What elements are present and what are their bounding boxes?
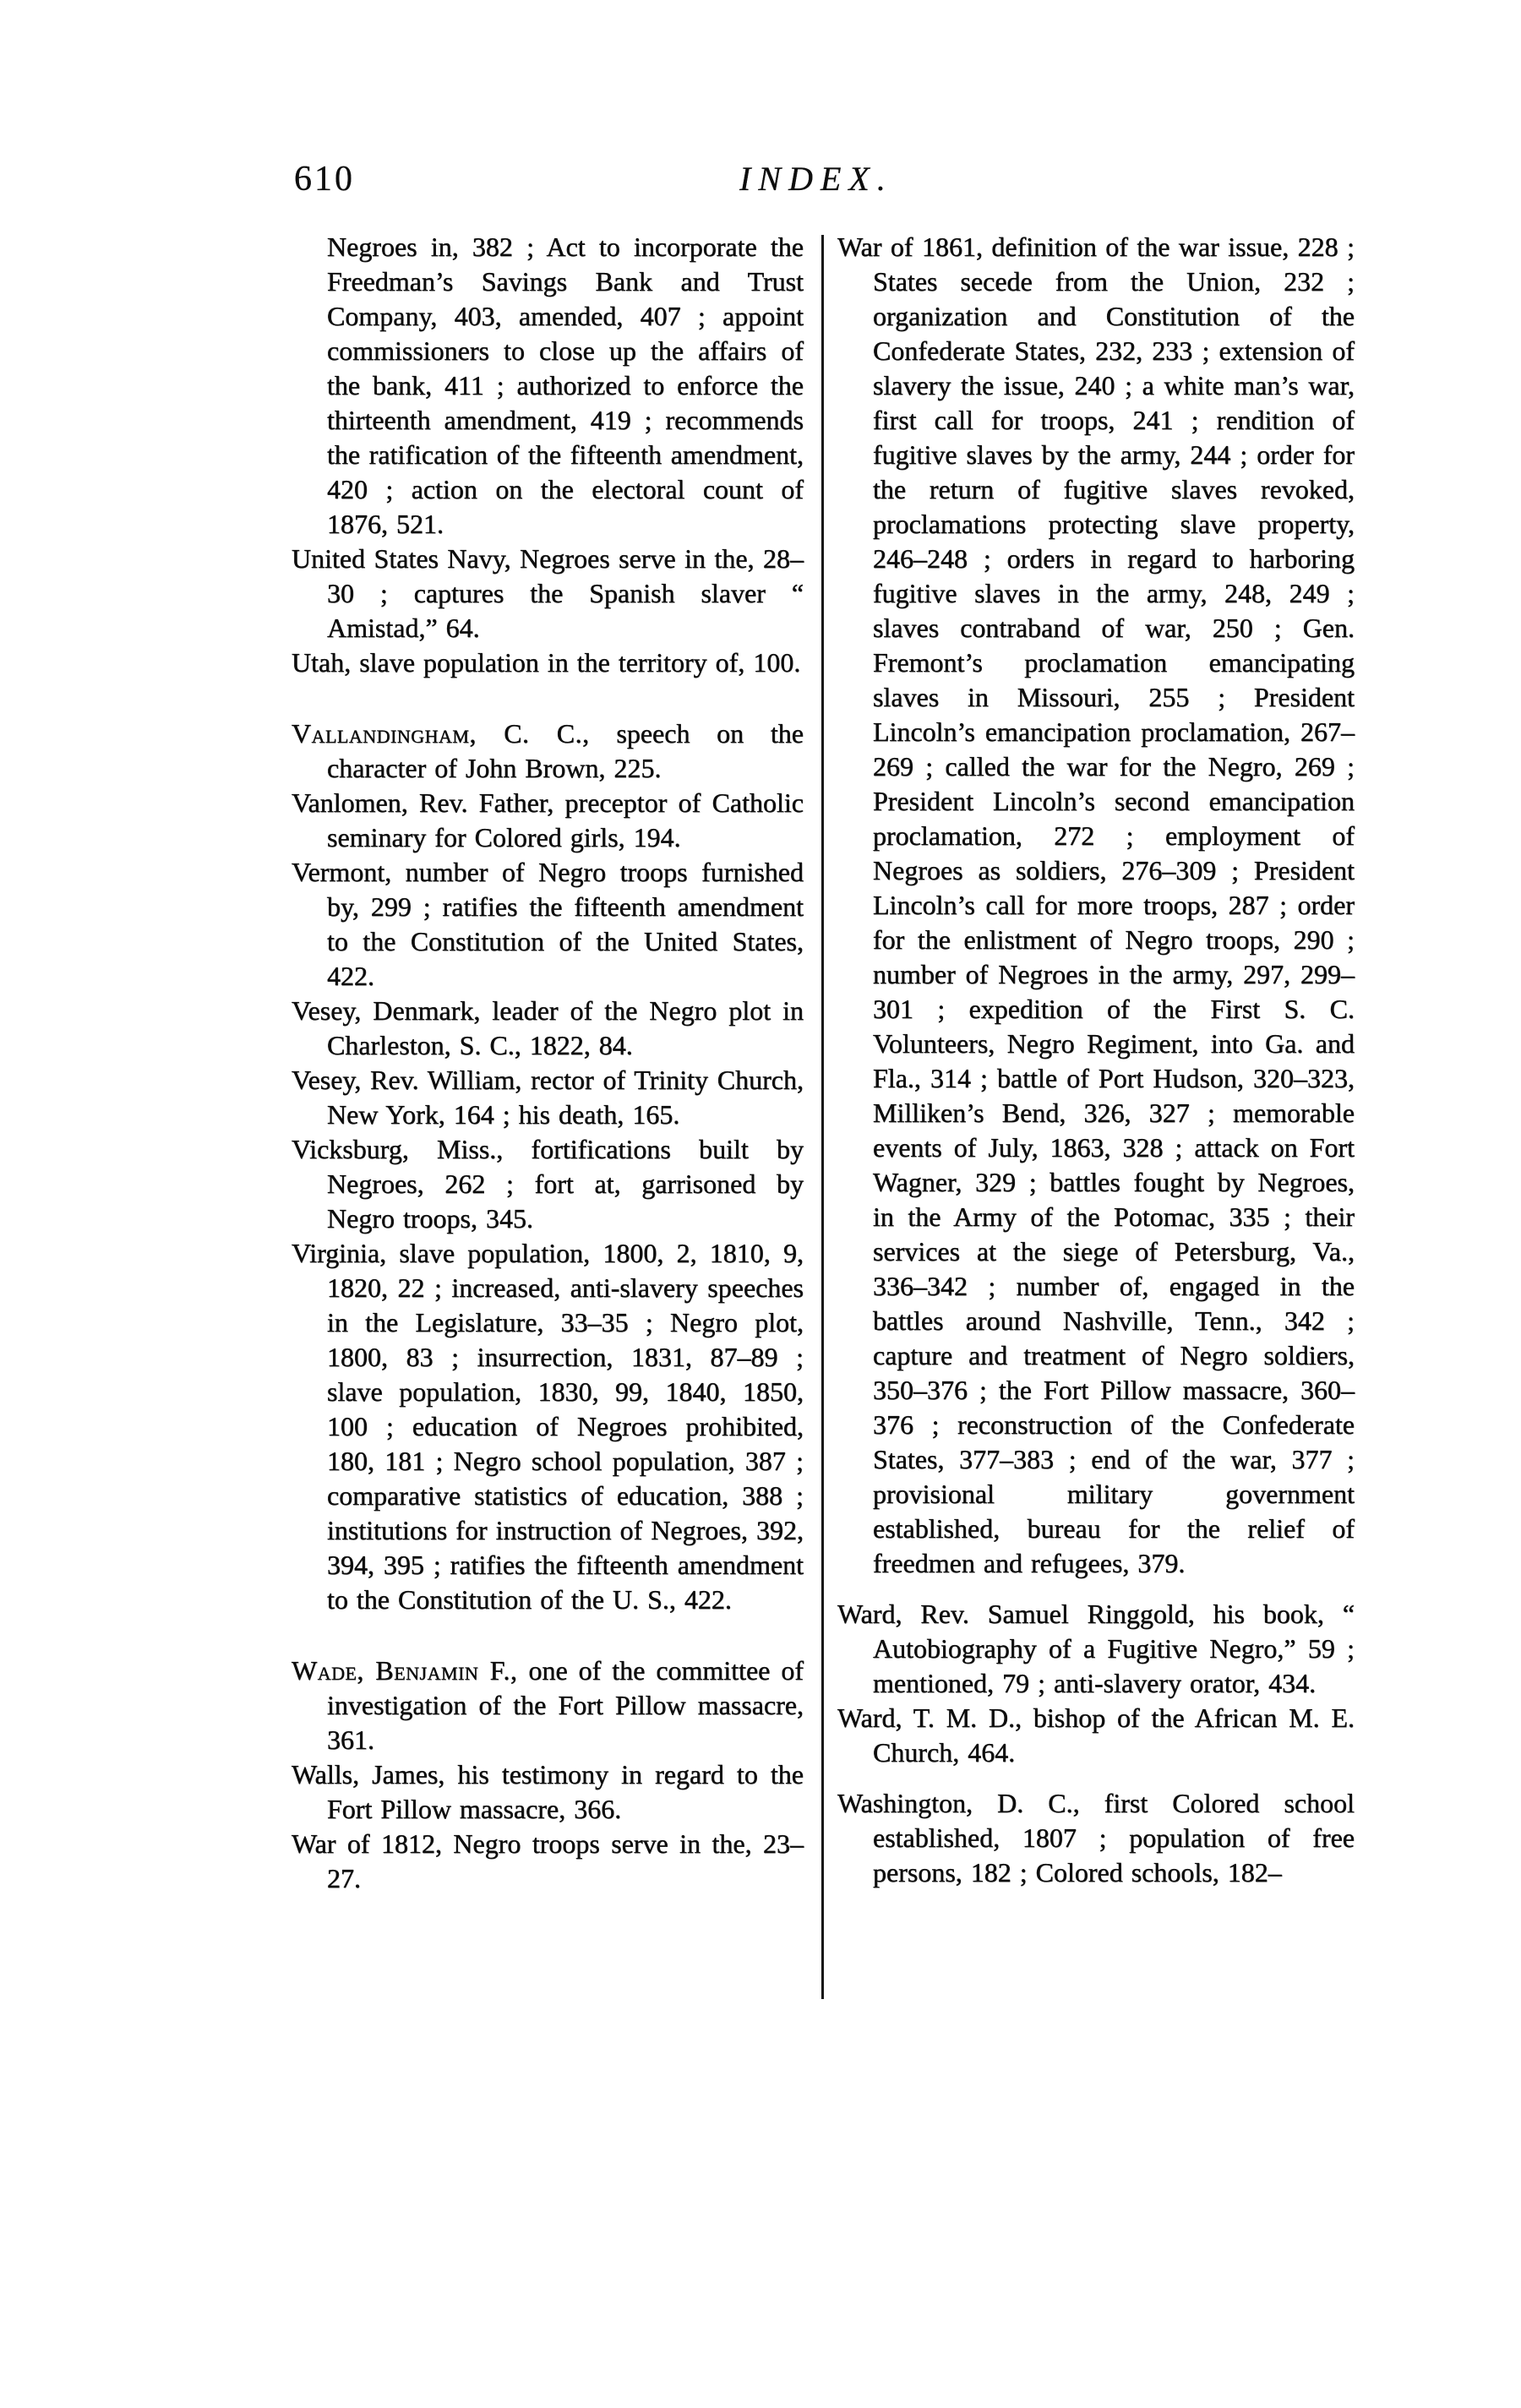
index-entry: Vallandingham, C. C., speech on the character of John Brown, 225. bbox=[292, 718, 804, 783]
index-entry: War of 1861, definition of the war issue, 228 ; States secede from the Union, 232 ; organization and Constitution of the Confederate States, 232, 233 ; extension of slavery the issue, 240 ; a white man’s war, first call for troops, 241 ; rendition of fugitive slaves by the army, 244 ; order for the return of fugitive slaves revoked, proclamations protecting slave property, 246–248 ; orders in regard to harboring fugitive slaves in the army, 248, 249 ; slaves contraband of war, 250 ; Gen. Fremont’s proclamation emancipating slaves in Missouri, 255 ; President Lincoln’s emancipation proclamation, 267–269 ; called the war for the Negro, 269 ; President Lincoln’s second emancipation proclamation, 272 ; employment of Negroes as soldiers, 276–309 ; President Lincoln’s call for more troops, 287 ; order for the enlistment of Negro troops, 290 ; number of Negroes in the army, 297, 299–301 ; expedition of the First S. C. Volunteers, Negro Regiment, into Ga. and Fla., 314 ; battle of Port Hudson, 320–323, Milliken’s Bend, 326, 327 ; memorable events of July, 1863, 328 ; attack on Fort Wagner, 329 ; battles fought by Negroes, in the Army of the Potomac, 335 ; their services at the siege of Petersburg, Va., 336–342 ; number of, engaged in the battles around Nashville, Tenn., 342 ; capture and treatment of Negro soldiers, 350–376 ; the Fort Pillow massacre, 360–376 ; reconstruction of the Confederate States, 377–383 ; end of the war, 377 ; provisional military government established, bureau for the relief of freedmen and refugees, 379. bbox=[837, 232, 1355, 1578]
index-entry: Vesey, Denmark, leader of the Negro plot in Charleston, S. C., 1822, 84. bbox=[292, 995, 804, 1060]
index-entry: Negroes in, 382 ; Act to incorporate the Freedman’s Savings Bank and Trust Company, 403, amended, 407 ; appoint commissioners to close up the affairs of the bank, 411 ; authorized to enforce the thirteenth amendment, 419 ; recommends the ratification of the fifteenth amendment, 420 ; action on the electoral count of 1876, 521. bbox=[327, 232, 804, 539]
page-number: 610 bbox=[294, 160, 355, 199]
index-columns bbox=[292, 230, 1355, 1896]
index-entry: War of 1812, Negro troops serve in the, 23–27. bbox=[292, 1828, 804, 1893]
index-entry: United States Navy, Negroes serve in the, 28–30 ; captures the Spanish slaver “ Amistad,” 64. bbox=[292, 543, 804, 643]
index-entry: Virginia, slave population, 1800, 2, 1810, 9, 1820, 22 ; increased, anti-slavery speeches in the Legislature, 33–35 ; Negro plot, 1800, 83 ; insurrection, 1831, 87–89 ; slave population, 1830, 99, 1840, 1850, 100 ; education of Negroes prohibited, 180, 181 ; Negro school population, 387 ; comparative statistics of education, 388 ; institutions for instruction of Negroes, 392, 394, 395 ; ratifies the fifteenth amendment to the Constitution of the U. S., 422. bbox=[292, 1238, 804, 1615]
index-entry: Washington, D. C., first Colored school established, 1807 ; population of free persons, 182 ; Colored schools, 182– bbox=[837, 1788, 1355, 1888]
index-entry: Ward, T. M. D., bishop of the African M. E. Church, 464. bbox=[837, 1702, 1355, 1768]
running-head bbox=[279, 159, 1354, 210]
index-entry: Vanlomen, Rev. Father, preceptor of Catholic seminary for Colored girls, 194. bbox=[292, 787, 804, 853]
index-entry: Utah, slave population in the territory of, 100. bbox=[292, 647, 801, 678]
page-title: INDEX. bbox=[739, 160, 893, 198]
index-entry: Vesey, Rev. William, rector of Trinity Church, New York, 164 ; his death, 165. bbox=[292, 1065, 804, 1130]
index-entry: Vermont, number of Negro troops furnished by, 299 ; ratifies the fifteenth amendment to the Constitution of the United States, 422. bbox=[292, 857, 804, 991]
index-entry: Wade, Benjamin F., one of the committee of investigation of the Fort Pillow massacre, 361. bbox=[292, 1655, 804, 1755]
right-column bbox=[837, 230, 1355, 1896]
index-entry: Walls, James, his testimony in regard to the Fort Pillow massacre, 366. bbox=[292, 1759, 804, 1824]
index-entry: Ward, Rev. Samuel Ringgold, his book, “ Autobiography of a Fugitive Negro,” 59 ; mentioned, 79 ; anti-slavery orator, 434. bbox=[837, 1599, 1355, 1698]
entry-lead-smallcaps: Vallandingham, C. C., bbox=[292, 718, 590, 749]
left-column bbox=[292, 230, 804, 1896]
index-entry: Vicksburg, Miss., fortifications built by Negroes, 262 ; fort at, garrisoned by Negro troops, 345. bbox=[292, 1134, 804, 1234]
entry-lead-smallcaps: Wade, Benjamin F., bbox=[292, 1655, 518, 1686]
